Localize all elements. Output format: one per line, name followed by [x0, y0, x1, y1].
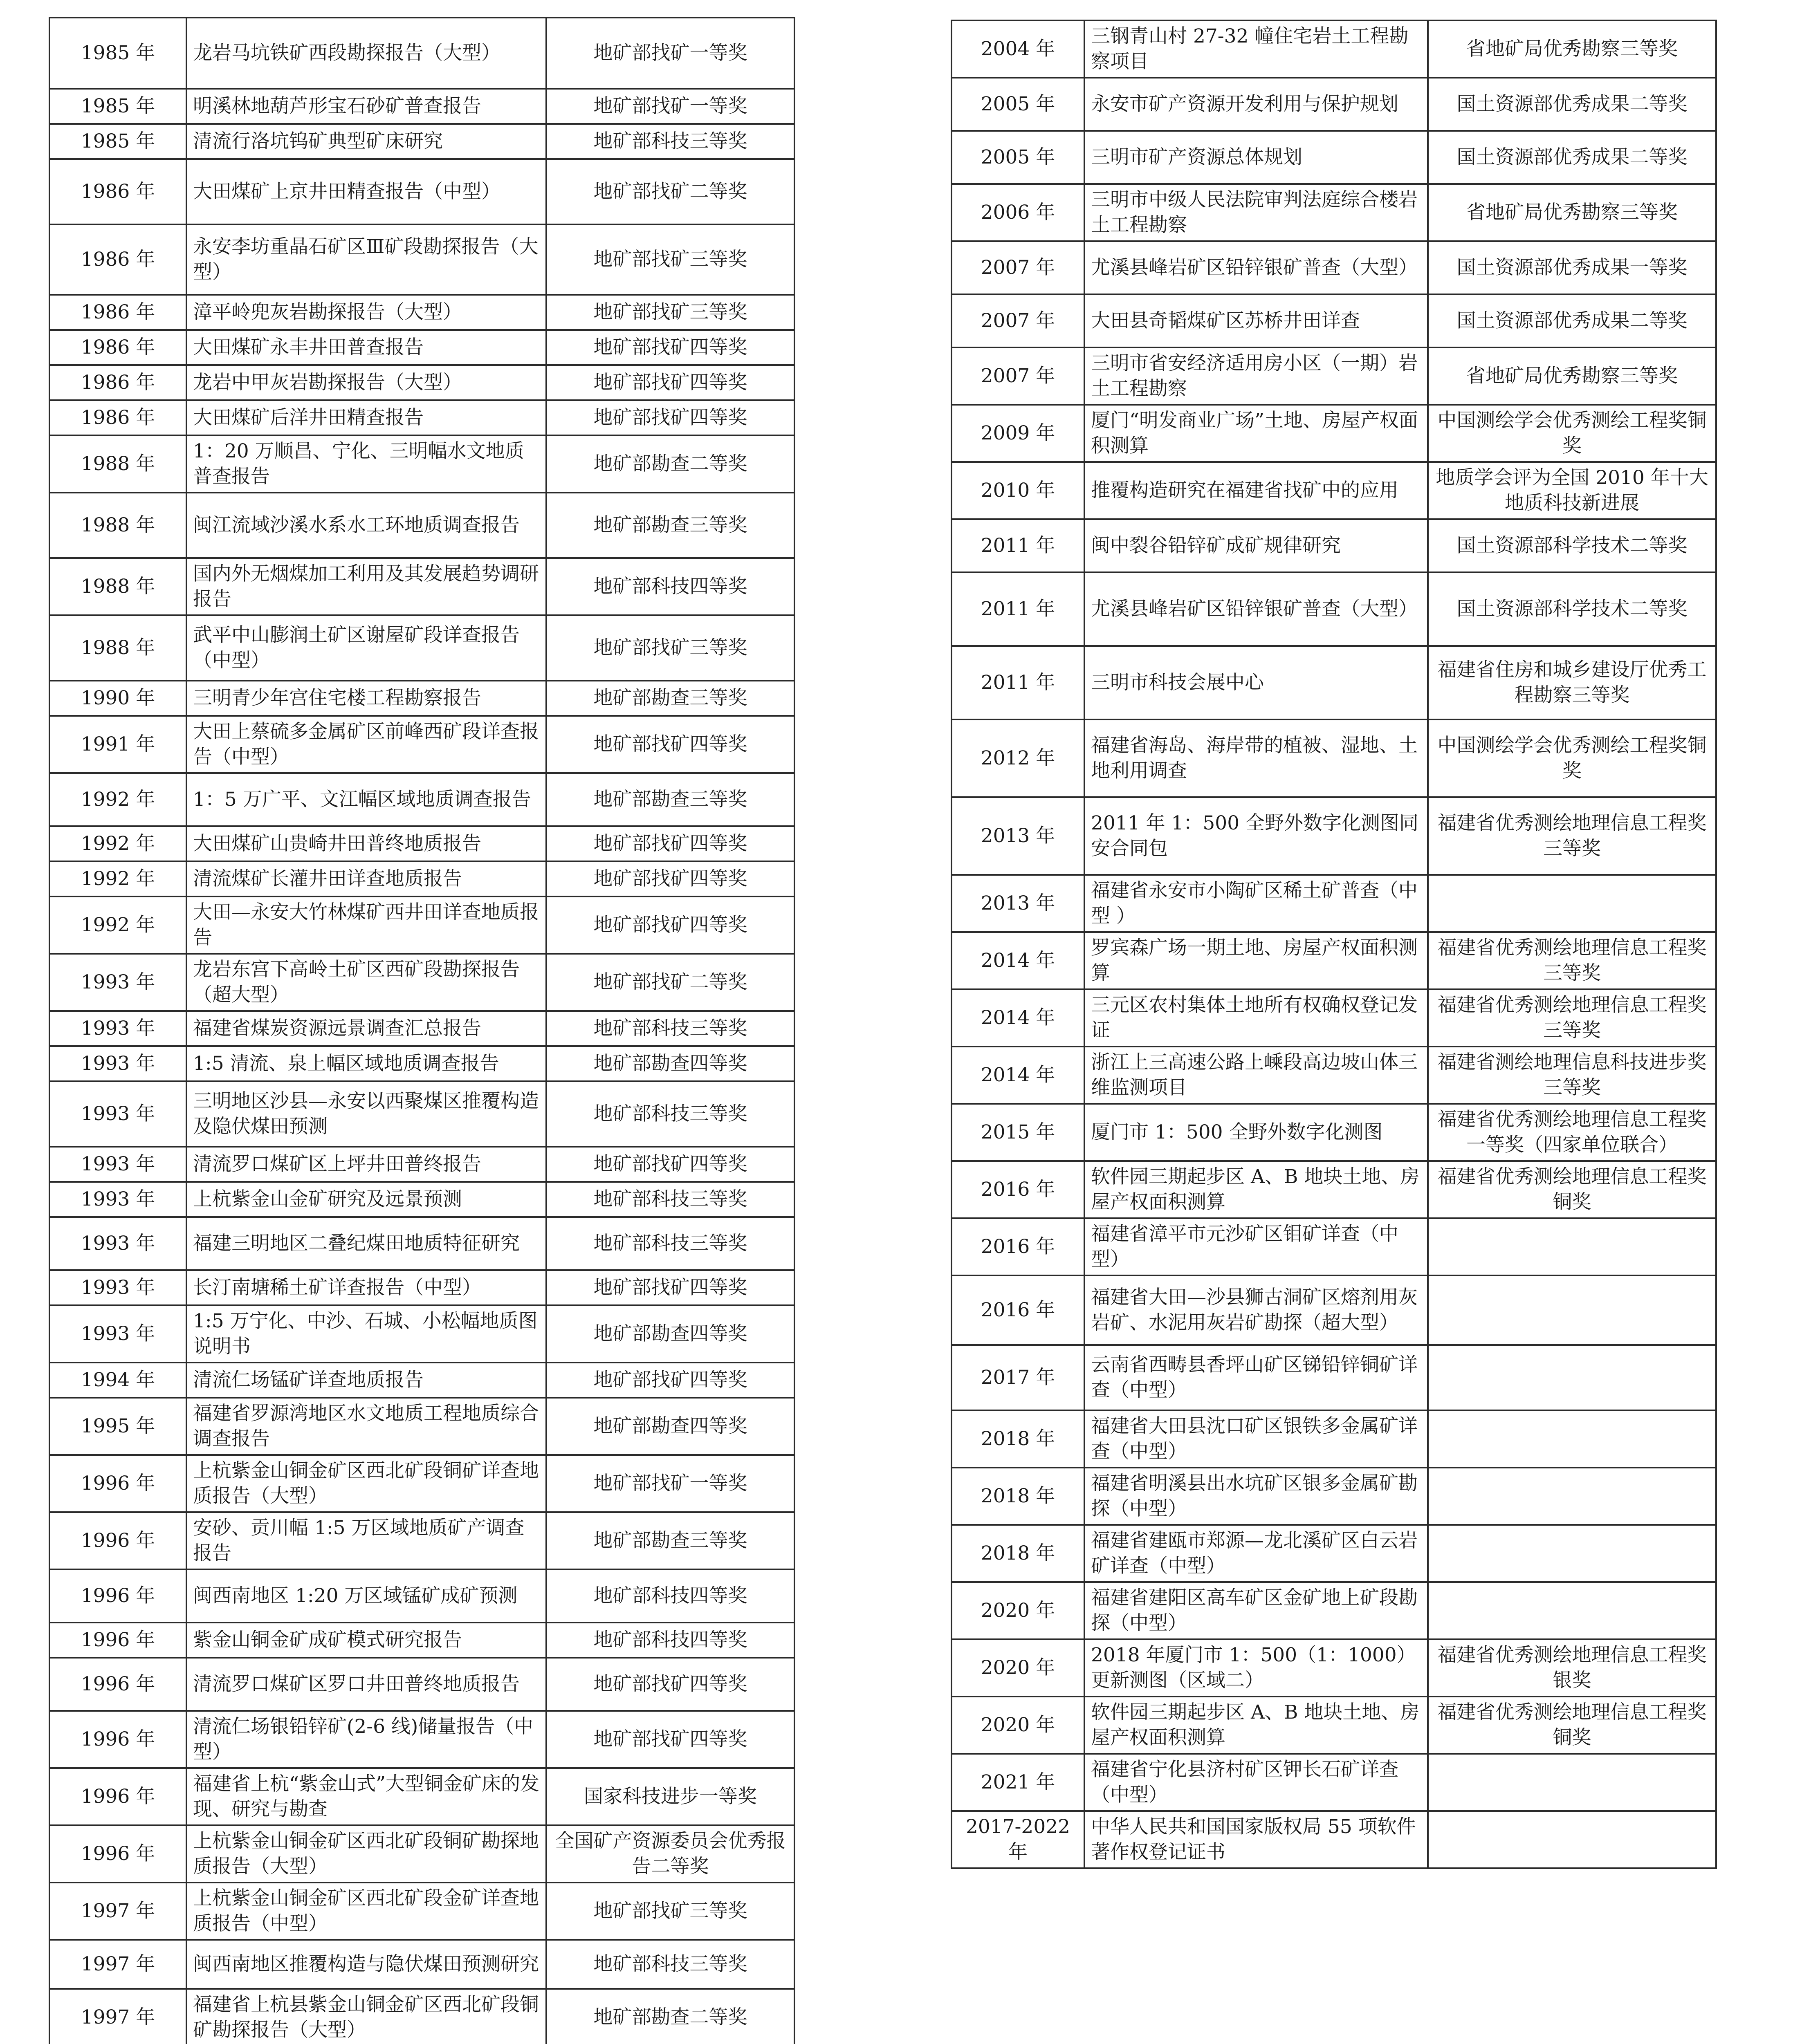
table-row [952, 1410, 1716, 1468]
year-cell: 2004 年 [952, 20, 1084, 78]
award-cell: 地矿部勘查二等奖 [546, 435, 794, 493]
award-cell: 地矿部科技三等奖 [546, 1182, 794, 1217]
project-title-cell: 福建三明地区二叠纪煤田地质特征研究 [186, 1217, 546, 1270]
year-cell: 1994 年 [49, 1363, 186, 1398]
project-title-cell: 闽西南地区推覆构造与隐伏煤田预测研究 [186, 1940, 546, 1989]
year-cell: 2016 年 [952, 1161, 1084, 1218]
table-row [952, 462, 1716, 519]
award-cell: 地矿部找矿二等奖 [546, 954, 794, 1011]
project-title-cell: 清流罗口煤矿区罗口井田普终地质报告 [186, 1658, 546, 1711]
award-cell: 地矿部勘查四等奖 [546, 1046, 794, 1081]
year-cell: 1997 年 [49, 1883, 186, 1940]
table-row [49, 716, 794, 773]
project-title-cell: 上杭紫金山铜金矿区西北矿段金矿详查地质报告（中型） [186, 1883, 546, 1940]
project-title-cell: 三明市科技会展中心 [1084, 646, 1428, 719]
year-cell: 2013 年 [952, 797, 1084, 875]
project-title-cell: 福建省建瓯市郑源—龙北溪矿区白云岩矿详查（中型） [1084, 1525, 1428, 1582]
project-title-cell: 大田上蔡硫多金属矿区前峰西矿段详查报告（中型） [186, 716, 546, 773]
project-title-cell: 漳平岭兜灰岩勘探报告（大型） [186, 295, 546, 330]
year-cell: 2010 年 [952, 462, 1084, 519]
year-cell: 1996 年 [49, 1455, 186, 1512]
year-cell: 1988 年 [49, 558, 186, 615]
project-title-cell: 三明市省安经济适用房小区（一期）岩土工程勘察 [1084, 347, 1428, 405]
year-cell: 2007 年 [952, 347, 1084, 405]
award-cell: 地矿部找矿四等奖 [546, 896, 794, 954]
project-title-cell: 永安市矿产资源开发利用与保护规划 [1084, 78, 1428, 131]
table-row [952, 932, 1716, 989]
table-row [49, 124, 794, 159]
project-title-cell: 武平中山膨润土矿区谢屋矿段详查报告（中型） [186, 615, 546, 681]
table-row [952, 20, 1716, 78]
award-cell [1428, 1345, 1716, 1410]
project-title-cell: 上杭紫金山金矿研究及远景预测 [186, 1182, 546, 1217]
table-row [952, 1754, 1716, 1811]
year-cell: 2016 年 [952, 1218, 1084, 1275]
project-title-cell: 福建省建阳区高车矿区金矿地上矿段勘探（中型） [1084, 1582, 1428, 1639]
year-cell: 1986 年 [49, 295, 186, 330]
table-row [49, 1147, 794, 1182]
award-cell: 地矿部勘查三等奖 [546, 1512, 794, 1569]
project-title-cell: 1：20 万顺昌、宁化、三明幅水文地质普查报告 [186, 435, 546, 493]
project-title-cell: 三钢青山村 27-32 幢住宅岩土工程勘察项目 [1084, 20, 1428, 78]
project-title-cell: 厦门市 1：500 全野外数字化测图 [1084, 1104, 1428, 1161]
table-row [49, 1182, 794, 1217]
award-cell: 地矿部勘查三等奖 [546, 493, 794, 558]
table-row [952, 519, 1716, 572]
year-cell: 1985 年 [49, 124, 186, 159]
year-cell: 1997 年 [49, 1989, 186, 2044]
award-cell: 国土资源部优秀成果二等奖 [1428, 78, 1716, 131]
table-row [49, 1658, 794, 1711]
project-title-cell: 闽西南地区 1:20 万区域锰矿成矿预测 [186, 1569, 546, 1623]
award-cell: 地质学会评为全国 2010 年十大地质科技新进展 [1428, 462, 1716, 519]
year-cell: 2017 年 [952, 1345, 1084, 1410]
year-cell: 2020 年 [952, 1697, 1084, 1754]
project-title-cell: 闽中裂谷铅锌矿成矿规律研究 [1084, 519, 1428, 572]
award-cell: 省地矿局优秀勘察三等奖 [1428, 184, 1716, 241]
award-cell: 地矿部勘查四等奖 [546, 1305, 794, 1363]
table-row [49, 295, 794, 330]
project-title-cell: 三元区农村集体土地所有权确权登记发证 [1084, 989, 1428, 1047]
project-title-cell: 福建省大田—沙县狮古洞矿区熔剂用灰岩矿、水泥用灰岩矿勘探（超大型） [1084, 1275, 1428, 1345]
project-title-cell: 清流仁场银铅锌矿(2-6 线)储量报告（中型） [186, 1711, 546, 1768]
year-cell: 1996 年 [49, 1768, 186, 1825]
year-cell: 1986 年 [49, 159, 186, 224]
year-cell: 1988 年 [49, 493, 186, 558]
table-row [952, 347, 1716, 405]
award-cell: 地矿部找矿四等奖 [546, 1270, 794, 1305]
award-cell: 福建省优秀测绘地理信息工程奖一等奖（四家单位联合） [1428, 1104, 1716, 1161]
table-row [49, 400, 794, 435]
project-title-cell: 软件园三期起步区 A、B 地块土地、房屋产权面积测算 [1084, 1697, 1428, 1754]
table-row [49, 1711, 794, 1768]
table-row [952, 131, 1716, 184]
project-title-cell: 长汀南塘稀土矿详查报告（中型） [186, 1270, 546, 1305]
year-cell: 2011 年 [952, 646, 1084, 719]
year-cell: 2005 年 [952, 131, 1084, 184]
year-cell: 2018 年 [952, 1468, 1084, 1525]
project-title-cell: 紫金山铜金矿成矿模式研究报告 [186, 1623, 546, 1658]
award-cell [1428, 1218, 1716, 1275]
table-row [49, 1081, 794, 1147]
award-cell: 福建省优秀测绘地理信息工程奖三等奖 [1428, 797, 1716, 875]
project-title-cell: 三明青少年宫住宅楼工程勘察报告 [186, 681, 546, 716]
table-row [952, 875, 1716, 932]
award-cell: 地矿部勘查二等奖 [546, 1989, 794, 2044]
award-cell: 地矿部科技三等奖 [546, 1081, 794, 1147]
project-title-cell: 云南省西畴县香坪山矿区锑铅锌铜矿详查（中型） [1084, 1345, 1428, 1410]
table-row [49, 224, 794, 295]
project-title-cell: 清流罗口煤矿区上坪井田普终报告 [186, 1147, 546, 1182]
table-row [952, 719, 1716, 797]
year-cell: 2006 年 [952, 184, 1084, 241]
year-cell: 1996 年 [49, 1623, 186, 1658]
year-cell: 2014 年 [952, 932, 1084, 989]
year-cell: 1996 年 [49, 1658, 186, 1711]
project-title-cell: 推覆构造研究在福建省找矿中的应用 [1084, 462, 1428, 519]
project-title-cell: 福建省上杭县紫金山铜金矿区西北矿段铜矿勘探报告（大型） [186, 1989, 546, 2044]
table-row [49, 1011, 794, 1046]
year-cell: 1996 年 [49, 1569, 186, 1623]
table-row [952, 1525, 1716, 1582]
table-row [952, 572, 1716, 646]
project-title-cell: 国内外无烟煤加工利用及其发展趋势调研报告 [186, 558, 546, 615]
award-cell: 地矿部科技四等奖 [546, 558, 794, 615]
award-cell: 地矿部找矿四等奖 [546, 1147, 794, 1182]
year-cell: 2007 年 [952, 241, 1084, 294]
award-cell [1428, 1275, 1716, 1345]
project-title-cell: 福建省漳平市元沙矿区钼矿详查（中型） [1084, 1218, 1428, 1275]
year-cell: 1993 年 [49, 1182, 186, 1217]
year-cell: 1988 年 [49, 615, 186, 681]
year-cell: 2020 年 [952, 1639, 1084, 1697]
year-cell: 1993 年 [49, 1270, 186, 1305]
year-cell: 2014 年 [952, 1047, 1084, 1104]
award-cell: 地矿部找矿一等奖 [546, 89, 794, 124]
project-title-cell: 2018 年厦门市 1：500（1：1000）更新测图（区域二） [1084, 1639, 1428, 1697]
award-cell: 地矿部找矿三等奖 [546, 1883, 794, 1940]
table-row [952, 1275, 1716, 1345]
year-cell: 1991 年 [49, 716, 186, 773]
table-row [952, 1468, 1716, 1525]
award-cell: 国土资源部优秀成果一等奖 [1428, 241, 1716, 294]
table-row [49, 159, 794, 224]
table-row [49, 1512, 794, 1569]
project-title-cell: 大田煤矿上京井田精查报告（中型） [186, 159, 546, 224]
year-cell: 1996 年 [49, 1825, 186, 1883]
award-cell: 福建省优秀测绘地理信息工程奖三等奖 [1428, 932, 1716, 989]
year-cell: 2013 年 [952, 875, 1084, 932]
award-cell: 福建省测绘地理信息科技进步奖三等奖 [1428, 1047, 1716, 1104]
project-title-cell: 永安李坊重晶石矿区Ⅲ矿段勘探报告（大型） [186, 224, 546, 295]
awards-table-right-body [952, 20, 1716, 1868]
table-row [49, 1305, 794, 1363]
table-row [49, 1270, 794, 1305]
project-title-cell: 中华人民共和国国家版权局 55 项软件著作权登记证书 [1084, 1811, 1428, 1868]
project-title-cell: 三明地区沙县—永安以西聚煤区推覆构造及隐伏煤田预测 [186, 1081, 546, 1147]
table-row [952, 1639, 1716, 1697]
award-cell: 国土资源部优秀成果二等奖 [1428, 131, 1716, 184]
table-row [49, 826, 794, 861]
table-row [49, 1046, 794, 1081]
award-cell: 地矿部科技三等奖 [546, 1940, 794, 1989]
award-cell: 地矿部找矿三等奖 [546, 224, 794, 295]
year-cell: 1996 年 [49, 1512, 186, 1569]
table-row [49, 1883, 794, 1940]
project-title-cell: 福建省上杭“紫金山式”大型铜金矿床的发现、研究与勘查 [186, 1768, 546, 1825]
year-cell: 1992 年 [49, 861, 186, 896]
project-title-cell: 厦门“明发商业广场”土地、房屋产权面积测算 [1084, 405, 1428, 462]
table-row [952, 184, 1716, 241]
table-row [952, 797, 1716, 875]
award-cell: 中国测绘学会优秀测绘工程奖铜奖 [1428, 719, 1716, 797]
year-cell: 1992 年 [49, 773, 186, 826]
table-row [952, 78, 1716, 131]
year-cell: 1992 年 [49, 826, 186, 861]
award-cell: 地矿部找矿四等奖 [546, 330, 794, 365]
year-cell: 2015 年 [952, 1104, 1084, 1161]
table-row [952, 646, 1716, 719]
year-cell: 2005 年 [952, 78, 1084, 131]
year-cell: 1993 年 [49, 1217, 186, 1270]
award-cell [1428, 1468, 1716, 1525]
year-cell: 1985 年 [49, 18, 186, 89]
year-cell: 1985 年 [49, 89, 186, 124]
project-title-cell: 大田县奇韬煤矿区苏桥井田详查 [1084, 294, 1428, 347]
project-title-cell: 安砂、贡川幅 1:5 万区域地质矿产调查报告 [186, 1512, 546, 1569]
project-title-cell: 龙岩中甲灰岩勘探报告（大型） [186, 365, 546, 400]
year-cell: 2014 年 [952, 989, 1084, 1047]
year-cell: 2012 年 [952, 719, 1084, 797]
awards-table-left [49, 17, 795, 2044]
project-title-cell: 三明市中级人民法院审判法庭综合楼岩土工程勘察 [1084, 184, 1428, 241]
project-title-cell: 大田煤矿后洋井田精查报告 [186, 400, 546, 435]
table-row [952, 1218, 1716, 1275]
year-cell: 1986 年 [49, 330, 186, 365]
project-title-cell: 三明市矿产资源总体规划 [1084, 131, 1428, 184]
award-cell [1428, 1811, 1716, 1868]
project-title-cell: 福建省大田县沈口矿区银铁多金属矿详查（中型） [1084, 1410, 1428, 1468]
table-row [49, 954, 794, 1011]
project-title-cell: 1:5 万宁化、中沙、石城、小松幅地质图说明书 [186, 1305, 546, 1363]
project-title-cell: 明溪林地葫芦形宝石砂矿普查报告 [186, 89, 546, 124]
table-row [49, 18, 794, 89]
year-cell: 2011 年 [952, 519, 1084, 572]
table-row [952, 1104, 1716, 1161]
award-cell: 地矿部科技四等奖 [546, 1569, 794, 1623]
project-title-cell: 软件园三期起步区 A、B 地块土地、房屋产权面积测算 [1084, 1161, 1428, 1218]
year-cell: 1986 年 [49, 400, 186, 435]
project-title-cell: 大田煤矿山贵崎井田普终地质报告 [186, 826, 546, 861]
project-title-cell: 1：5 万广平、文江幅区域地质调查报告 [186, 773, 546, 826]
table-row [49, 1825, 794, 1883]
project-title-cell: 福建省罗源湾地区水文地质工程地质综合调查报告 [186, 1398, 546, 1455]
year-cell: 2007 年 [952, 294, 1084, 347]
award-cell [1428, 1582, 1716, 1639]
award-cell: 地矿部勘查三等奖 [546, 681, 794, 716]
project-title-cell: 罗宾森广场一期土地、房屋产权面积测算 [1084, 932, 1428, 989]
project-title-cell: 尤溪县峰岩矿区铅锌银矿普查（大型） [1084, 241, 1428, 294]
year-cell: 1993 年 [49, 1147, 186, 1182]
award-cell: 地矿部找矿三等奖 [546, 615, 794, 681]
project-title-cell: 福建省宁化县济村矿区钾长石矿详查（中型） [1084, 1754, 1428, 1811]
project-title-cell: 福建省煤炭资源远景调查汇总报告 [186, 1011, 546, 1046]
table-row [49, 493, 794, 558]
year-cell: 1986 年 [49, 224, 186, 295]
table-row [49, 1989, 794, 2044]
year-cell: 1993 年 [49, 1305, 186, 1363]
table-row [49, 89, 794, 124]
award-cell: 地矿部找矿一等奖 [546, 18, 794, 89]
project-title-cell: 清流行洛坑钨矿典型矿床研究 [186, 124, 546, 159]
table-row [49, 896, 794, 954]
project-title-cell: 福建省海岛、海岸带的植被、湿地、土地利用调查 [1084, 719, 1428, 797]
award-cell [1428, 875, 1716, 932]
table-row [49, 1940, 794, 1989]
award-cell: 地矿部找矿三等奖 [546, 295, 794, 330]
year-cell: 1996 年 [49, 1711, 186, 1768]
year-cell: 1993 年 [49, 1046, 186, 1081]
table-row [49, 365, 794, 400]
year-cell: 2018 年 [952, 1410, 1084, 1468]
table-row [952, 294, 1716, 347]
table-row [49, 615, 794, 681]
project-title-cell: 尤溪县峰岩矿区铅锌银矿普查（大型） [1084, 572, 1428, 646]
table-row [49, 435, 794, 493]
table-row [952, 1047, 1716, 1104]
award-cell: 福建省优秀测绘地理信息工程奖铜奖 [1428, 1161, 1716, 1218]
award-cell: 国土资源部科学技术二等奖 [1428, 519, 1716, 572]
table-row [952, 1811, 1716, 1868]
project-title-cell: 龙岩东宫下高岭土矿区西矿段勘探报告（超大型） [186, 954, 546, 1011]
project-title-cell: 福建省永安市小陶矿区稀土矿普查（中型 ） [1084, 875, 1428, 932]
award-cell: 国土资源部科学技术二等奖 [1428, 572, 1716, 646]
year-cell: 1997 年 [49, 1940, 186, 1989]
award-cell: 福建省优秀测绘地理信息工程奖铜奖 [1428, 1697, 1716, 1754]
table-row [49, 1398, 794, 1455]
year-cell: 2018 年 [952, 1525, 1084, 1582]
year-cell: 1988 年 [49, 435, 186, 493]
project-title-cell: 1:5 清流、泉上幅区域地质调查报告 [186, 1046, 546, 1081]
award-cell: 地矿部找矿四等奖 [546, 400, 794, 435]
award-cell: 福建省优秀测绘地理信息工程奖三等奖 [1428, 989, 1716, 1047]
year-cell: 1993 年 [49, 1011, 186, 1046]
table-row [49, 861, 794, 896]
table-row [49, 558, 794, 615]
year-cell: 2021 年 [952, 1754, 1084, 1811]
table-row [49, 1623, 794, 1658]
award-cell [1428, 1410, 1716, 1468]
project-title-cell: 清流煤矿长灌井田详查地质报告 [186, 861, 546, 896]
award-cell: 地矿部勘查三等奖 [546, 773, 794, 826]
award-cell: 地矿部找矿二等奖 [546, 159, 794, 224]
award-cell: 地矿部找矿四等奖 [546, 716, 794, 773]
award-cell: 地矿部找矿四等奖 [546, 365, 794, 400]
project-title-cell: 浙江上三高速公路上嵊段高边坡山体三维监测项目 [1084, 1047, 1428, 1104]
award-cell: 地矿部科技四等奖 [546, 1623, 794, 1658]
award-cell: 国土资源部优秀成果二等奖 [1428, 294, 1716, 347]
project-title-cell: 2011 年 1：500 全野外数字化测图同安合同包 [1084, 797, 1428, 875]
award-cell: 地矿部科技三等奖 [546, 124, 794, 159]
award-cell: 福建省住房和城乡建设厅优秀工程勘察三等奖 [1428, 646, 1716, 719]
table-row [49, 1768, 794, 1825]
table-row [49, 773, 794, 826]
awards-table-right [951, 20, 1717, 1869]
year-cell: 1992 年 [49, 896, 186, 954]
table-row [952, 1345, 1716, 1410]
project-title-cell: 闽江流域沙溪水系水工环地质调查报告 [186, 493, 546, 558]
project-title-cell: 福建省明溪县出水坑矿区银多金属矿勘探（中型） [1084, 1468, 1428, 1525]
year-cell: 2020 年 [952, 1582, 1084, 1639]
award-cell: 地矿部科技三等奖 [546, 1217, 794, 1270]
year-cell: 1993 年 [49, 954, 186, 1011]
table-row [49, 681, 794, 716]
year-cell: 1995 年 [49, 1398, 186, 1455]
year-cell: 1986 年 [49, 365, 186, 400]
year-cell: 1993 年 [49, 1081, 186, 1147]
project-title-cell: 大田—永安大竹林煤矿西井田详查地质报告 [186, 896, 546, 954]
table-row [952, 989, 1716, 1047]
year-cell: 2009 年 [952, 405, 1084, 462]
project-title-cell: 上杭紫金山铜金矿区西北矿段铜矿勘探地质报告（大型） [186, 1825, 546, 1883]
table-row [49, 1217, 794, 1270]
table-row [952, 1161, 1716, 1218]
table-row [49, 1569, 794, 1623]
table-row [952, 405, 1716, 462]
year-cell: 2016 年 [952, 1275, 1084, 1345]
award-cell: 全国矿产资源委员会优秀报告二等奖 [546, 1825, 794, 1883]
award-cell: 地矿部找矿四等奖 [546, 1363, 794, 1398]
award-cell [1428, 1754, 1716, 1811]
award-cell: 国家科技进步一等奖 [546, 1768, 794, 1825]
award-cell: 省地矿局优秀勘察三等奖 [1428, 20, 1716, 78]
award-cell: 中国测绘学会优秀测绘工程奖铜奖 [1428, 405, 1716, 462]
award-cell: 地矿部找矿四等奖 [546, 826, 794, 861]
award-cell: 地矿部找矿四等奖 [546, 861, 794, 896]
table-row [49, 1363, 794, 1398]
award-cell: 地矿部找矿四等奖 [546, 1658, 794, 1711]
award-cell: 地矿部科技三等奖 [546, 1011, 794, 1046]
project-title-cell: 上杭紫金山铜金矿区西北矿段铜矿详查地质报告（大型） [186, 1455, 546, 1512]
project-title-cell: 清流仁场锰矿详查地质报告 [186, 1363, 546, 1398]
table-row [952, 1582, 1716, 1639]
project-title-cell: 大田煤矿永丰井田普查报告 [186, 330, 546, 365]
award-cell: 地矿部勘查四等奖 [546, 1398, 794, 1455]
award-cell: 地矿部找矿一等奖 [546, 1455, 794, 1512]
table-row [952, 241, 1716, 294]
award-cell: 地矿部找矿四等奖 [546, 1711, 794, 1768]
award-cell: 福建省优秀测绘地理信息工程奖银奖 [1428, 1639, 1716, 1697]
year-cell: 1990 年 [49, 681, 186, 716]
award-cell: 省地矿局优秀勘察三等奖 [1428, 347, 1716, 405]
year-cell: 2011 年 [952, 572, 1084, 646]
table-row [49, 1455, 794, 1512]
awards-table-left-body [49, 18, 794, 2044]
year-cell: 2017-2022 年 [952, 1811, 1084, 1868]
award-cell [1428, 1525, 1716, 1582]
table-row [49, 330, 794, 365]
table-row [952, 1697, 1716, 1754]
project-title-cell: 龙岩马坑铁矿西段勘探报告（大型） [186, 18, 546, 89]
